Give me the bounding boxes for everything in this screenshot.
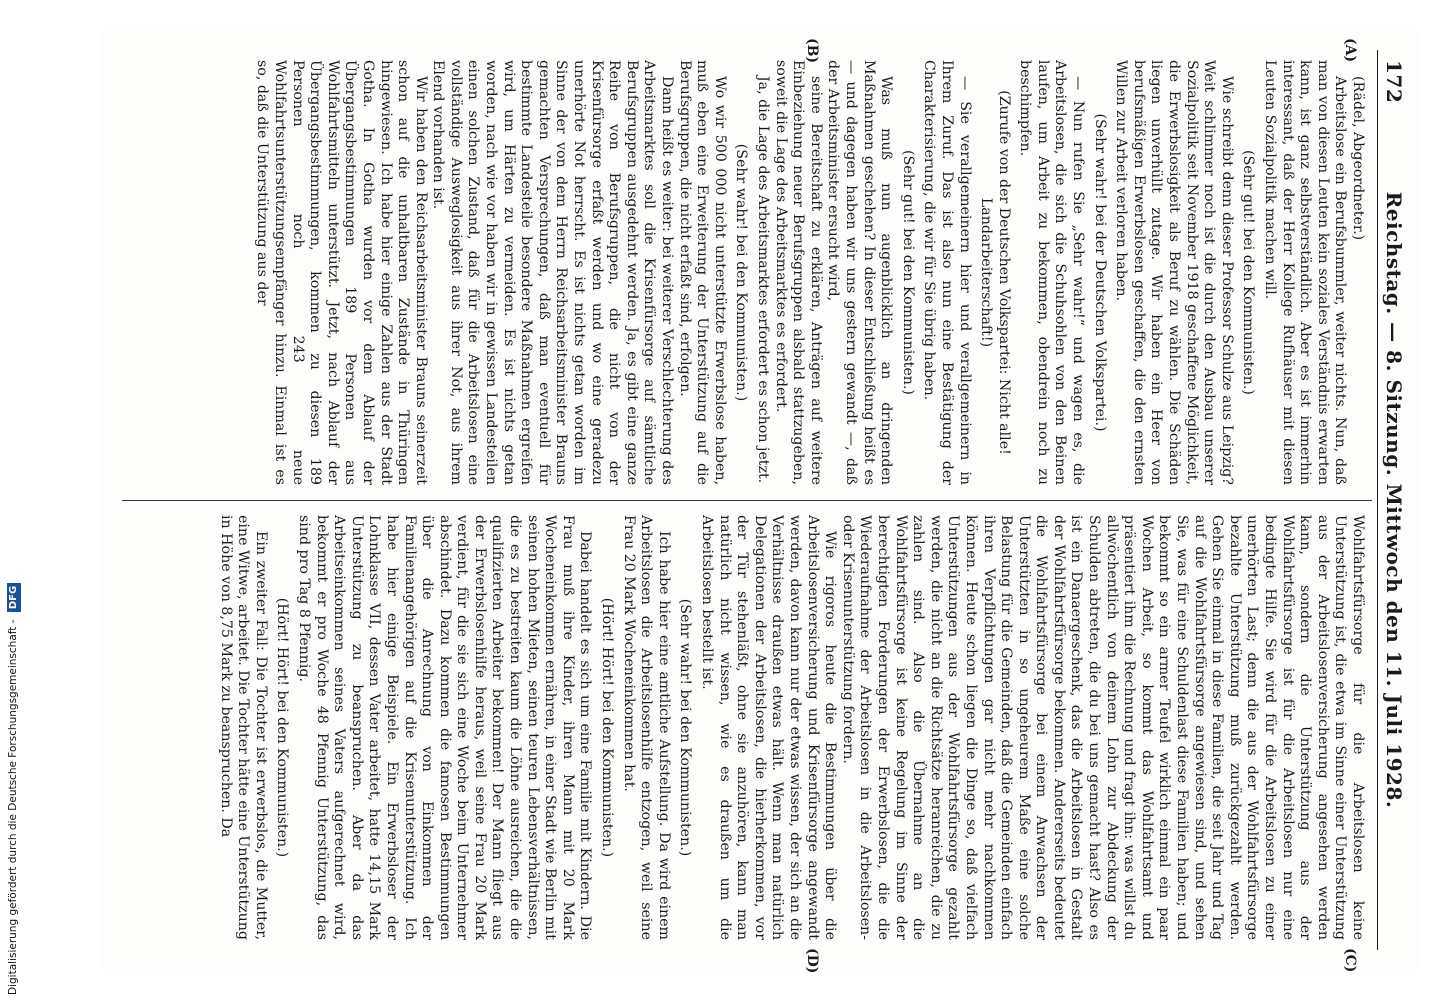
interjection: (Sehr gut! bei den Kommunisten.) (1240, 150, 1257, 395)
paragraph: (Rädel, Abgeordneter.) (1350, 76, 1366, 241)
paragraph: Arbeitslose ein Berufsbummler, weiter nichts. Nun, daß man von diesen Leuten kein soziales Verständnis erwarten kann, ist ganz selbstverständlich. Aber es ist immerhin interessant, daß der Herr Kollege Rufhäuser mit diesen Leuten Sozialpolitik machen will. (1262, 60, 1349, 485)
paragraph: Ein zweiter Fall: Die Tochter ist erwerbslos, die Mutter, eine Witwe, arbeitet. Die Tochter hätte eine Unterstützung in Höhe von 8,75 Mark zu beanspruchen. Da (217, 515, 269, 940)
margin-marker-c: (C) (1342, 948, 1358, 973)
interjection: (Sehr wahr! bei den Kommunisten.) (677, 598, 694, 857)
paragraph: Wie schreibt denn dieser Professor Schulze aus Leipzig? Weit schlimmer noch ist die durch den Ausbau unserer Sozialpolitik seit November 1918 geschaffene Möglichkeit, die Erwerbslosigkeit als Beruf zu wählen. Die Schäden liegen unverhüllt zutage. Wir haben ein Heer von berufsmäßigen Erwerbslosen geschaffen, die den ernsten Willen zur Arbeit verloren haben. (1113, 60, 1235, 485)
paragraph: Ich habe hier eine amtliche Aufstellung. Da wird einem Arbeitslosen die Arbeitslosenhilfe entzogen, weil seine Frau 20 Mark Wocheneinkommen hat. (620, 515, 672, 940)
paragraph: Wie rigoros heute die Bestimmungen über die Arbeitslosenversicherung und Krisenfürsorge angewandt werden, davon kann nur der etwas wissen, der sich an die Verhältnisse draußen etwas hält. Wenn man natürlich Delegationen der Arbeitslosen, die hierherkommen, vor der Tür stehenläßt, ohne sie anzuhören, kann man natürlich nicht wissen, wie es draußen um die Arbeitslosen bestellt ist. (699, 515, 839, 940)
interjection: (Hört! Hört! bei den Kommunisten.) (599, 597, 616, 858)
right-column (126, 515, 1366, 940)
paragraph: Was muß nun augenblicklich an dringenden Maßnahmen geschehen? In dieser Entschließung heißt es — und dagegen haben wir uns gestern gewandt —, daß der Arbeitsminister ersucht wird, (825, 60, 895, 485)
dfg-logo: DFG (7, 583, 21, 612)
interjection: (Sehr wahr! bei den Kommunisten.) (733, 143, 750, 402)
credit-text: Digitalisierung gefördert durch die Deutsche Forschungsgemeinschaft - (7, 619, 19, 995)
paragraph: Wo wir 500 000 nicht unterstützte Erwerbslose haben, muß eben eine Erweiterung der Unterstützung auf die Berufsgruppen, die nicht erfaßt sind, erfolgen. (676, 60, 728, 485)
paragraph: — Nun rufen Sie „Sehr wahr!“ und wagen es, die Arbeitslosen, die sich die Schuhsohlen von den Beinen laufen, um Arbeit zu bekommen, obendrein noch zu beschimpfen. (1017, 60, 1087, 485)
page-header (1377, 50, 1412, 950)
margin-marker-d: (D) (804, 948, 820, 974)
paragraph: Dann heißt es weiter: bei weiterer Verschlechterung des Arbeitsmarktes soll die Krisenfürsorge auf sämtliche Berufsgruppen ausgedehnt werden. Ja, es gibt eine ganze Reihe von Berufsgruppen, die nicht von der Krisenfürsorge erfaßt werden und wo eine geradezu unerhörte Not herrscht. Es ist nichts getan worden im Sinne der von dem Herrn Reichsarbeitsminister Brauns gemachten Versprechungen, daß man eventuell für bestimmte Landesteile besondere Maßnahmen ergreifen wird, um Härten zu vermeiden. Es ist nichts getan worden, nach wie vor haben wir in gewissen Landesteilen einen solchen Zustand, daß für die Arbeitslosen eine vollständige Ausweglosigkeit aus ihrer Not, aus ihrem Elend vorhanden ist. (430, 60, 676, 485)
page-number: 172 (1382, 60, 1406, 104)
paragraph: Wir haben den Reichsarbeitsminister Brauns seinerzeit schon auf die unhaltbaren Zustände in Thüringen hingewiesen. Ich habe hier einige Zahlen aus der Stadt Gotha. In Gotha wurden vor dem Ablauf der Übergangsbestimmungen 189 Personen aus Wohlfahrtsmitteln unterstützt. Jetzt, nach Ablauf der Übergangsbestimmungen, kommen zu diesen 189 Personen noch 243 neue Wohlfahrtsunterstützungsempfänger hinzu. Einmal ist es so, daß die Unterstützung aus der (254, 60, 429, 485)
paragraph: Dabei handelt es sich um eine Familie mit Kindern. Die Frau muß ihre Kinder, ihren Mann mit 20 Mark Wocheneinkommen ernähren, in einer Stadt wie Berlin mit seinen hohen Mieten, seinen teuren Lebensverhältnissen, die es zu bestreiten kaum die Löhne ausreichen, die die qualifizierten Arbeiter bekommen! Der Mann fliegt aus der Erwerbslosenhilfe heraus, weil seine Frau 20 Mark verdient, für die sie sich eine Woche beim Unternehmer abschindet. Dazu kommen die famosen Bestimmungen über die Anrechnung von Einkommen der Familienangehörigen auf die Krisenunterstützung. Ich habe hier einige Beispiele. Ein Erwerbsloser der Lohnklasse VII, dessen Vater arbeitet, hatte 14,15 Mark Unterstützung zu beanspruchen. Aber da das Arbeitseinkommen seines Vaters aufgerechnet wird, bekommt er pro Woche 48 Pfennig Unterstützung, das sind pro Tag 8 Pfennig. (295, 515, 594, 940)
interjection: (Sehr wahr! bei der Deutschen Volkspartei.) (1091, 113, 1108, 432)
paragraph: seine Bereitschaft zu erklären, Anträgen auf weitere Einbeziehung neuer Berufsgruppen alsbald stattzugeben, soweit die Lage des Arbeitsmarktes es erfordert. (772, 60, 824, 485)
paragraph: Ja, die Lage des Arbeitsmarktes erfordert es schon jetzt. (755, 76, 771, 484)
interjection: (Hört! Hört! bei den Kommunisten.) (274, 597, 291, 858)
paragraph: — Sie verallgemeinern hier und verallgemeinern in Ihrem Zuruf. Das ist also nun eine Bestätigung der Charakterisierung, die wir für Sie übrig haben. (921, 60, 973, 485)
digitization-credit (4, 585, 22, 995)
column-divider (122, 500, 1372, 501)
page-title: Reichstag. — 8. Sitzung. Mittwoch den 11. Juli 1928. (1382, 191, 1406, 809)
interjection: (Zurufe von der Deutschen Volkspartei: Nicht alle! Landarbeiterschaft!) (978, 90, 1012, 455)
document-page (100, 30, 1420, 974)
margin-marker-b: (B) (804, 38, 820, 64)
interjection: (Sehr gut! bei den Kommunisten.) (899, 150, 916, 395)
left-column (126, 60, 1366, 485)
paragraph: Wohlfahrtsfürsorge für die Arbeitslosen keine Unterstützung ist, die etwa im Sinne einer Unterstützung aus der Arbeitslosenversicherung angesehen werden kann, sondern die Unterstützung aus der Wohlfahrtsfürsorge ist für die Arbeitslosen nur eine bedingte Hilfe. Sie wird für die Arbeitslosen zu einer unerhörten Last; denn die aus der Wohlfahrtsfürsorge bezahlte Unterstützung muß zurückgezahlt werden. Gehen Sie einmal in diese Familien, die seit Jahr und Tag auf die Wohlfahrtsfürsorge angewiesen sind, und sehen Sie, was für eine Schuldenlast diese Familien haben; und bekommt so ein armer Teufel wirklich einmal ein paar Wochen Arbeit, so kommt das Wohlfahrtsamt und präsentiert ihm die Rechnung und fragt ihn: was willst du allwöchentlich von deinem Lohn zur Abdeckung der Schulden abtreten, die du bei uns gemacht hast? Also es ist ein Danaergeschenk, das die Arbeitslosen in Gestalt der Wohlfahrtsfürsorge bekommen. Andererseits bedeutet die Wohlfahrtsfürsorge bei einem Anwachsen der Unterstützten in so ungeheurem Maße eine solche Belastung für die Gemeinden, daß die Gemeinden einfach ihren Verpflichtungen gar nicht mehr nachkommen können. Heute schon liegen die Dinge so, daß vielfach Unterstützungen aus der Wohlfahrtsfürsorge gezahlt werden, die nicht an die Richtsätze heranreichen, die zu zahlen sind. Also die Übernahme an die Wohlfahrtsfürsorge ist keine Regelung im Sinne der berechtigten Forderungen der Erwerbslosen, die die Wiederaufnahme der Arbeitslosen in die Arbeitslosen- oder Krisenunterstützung fordern. (839, 515, 1366, 940)
margin-marker-a: (A) (1342, 38, 1358, 63)
